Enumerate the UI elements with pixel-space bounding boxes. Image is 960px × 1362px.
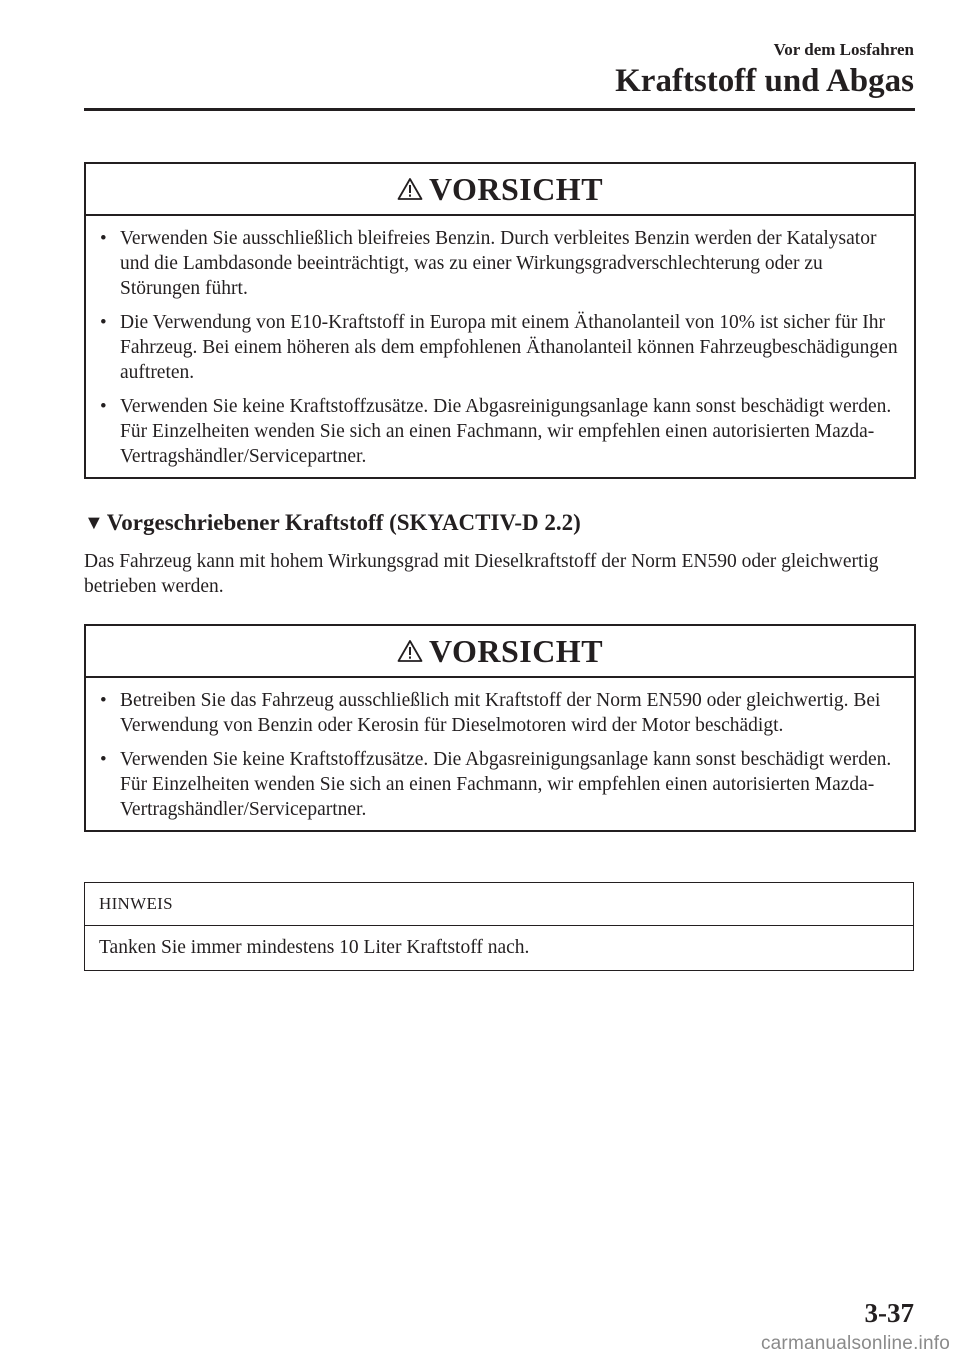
- caution-text: Verwenden Sie keine Kraftstoffzusätze. Die Abgasreinigungsanlage kann sonst beschädigt werden. Für Einzelheiten wenden Sie sich an einen Fachmann, wir empfehlen einen autorisierten Mazda-Vertragshändler/Servicepartner.: [120, 396, 892, 467]
- list-item: [100, 310, 900, 385]
- note-box: [84, 882, 914, 971]
- caution-box-1: [84, 162, 916, 479]
- bullet-icon: •: [100, 228, 107, 249]
- caution-body: [86, 216, 914, 477]
- chapter-title: Vor dem Losfahren: [773, 40, 914, 59]
- section-heading: [84, 508, 581, 538]
- triangle-marker-icon: ▼: [84, 512, 104, 534]
- bullet-icon: •: [100, 312, 107, 333]
- caution-header: [86, 626, 914, 678]
- bullet-icon: •: [100, 396, 107, 417]
- list-item: [100, 747, 900, 822]
- watermark: carmanualsonline.info: [760, 1333, 950, 1354]
- header-divider: [84, 108, 915, 111]
- section-title: Kraftstoff und Abgas: [615, 63, 914, 99]
- list-item: [100, 226, 900, 301]
- list-item: [100, 394, 900, 469]
- note-text: Tanken Sie immer mindestens 10 Liter Kraftstoff nach.: [99, 937, 530, 958]
- caution-header: [86, 164, 914, 216]
- note-title: HINWEIS: [85, 883, 913, 926]
- bullet-icon: •: [100, 690, 107, 711]
- caution-text: Die Verwendung von E10-Kraftstoff in Europa mit einem Äthanolanteil von 10% ist sicher für Ihr Fahrzeug. Bei einem höheren als dem empfohlenen Äthanolanteil können Fahrzeugbeschädigungen auftreten.: [120, 312, 898, 383]
- caution-title: VORSICHT: [428, 170, 604, 207]
- body-paragraph: Das Fahrzeug kann mit hohem Wirkungsgrad mit Dieselkraftstoff der Norm EN590 oder gleichwertig betrieben werden.: [84, 551, 879, 597]
- caution-text: Betreiben Sie das Fahrzeug ausschließlich mit Kraftstoff der Norm EN590 oder gleichwertig. Bei Verwendung von Benzin oder Kerosin für Dieselmotoren wird der Motor beschädigt.: [120, 690, 881, 736]
- section-heading-text: Vorgeschriebener Kraftstoff (SKYACTIV-D 2.2): [106, 510, 581, 535]
- warning-triangle-icon: [397, 639, 423, 663]
- caution-title: VORSICHT: [428, 632, 604, 669]
- caution-box-2: [84, 624, 916, 832]
- warning-triangle-icon: [397, 177, 423, 201]
- page-number: 3-37: [864, 1298, 914, 1328]
- caution-text: Verwenden Sie ausschließlich bleifreies Benzin. Durch verbleites Benzin werden der Katalysator und die Lambdasonde beeinträchtigt, was zu einer Wirkungsgradverschlechterung oder zu Störungen führt.: [120, 228, 877, 299]
- page-header: [615, 40, 914, 100]
- bullet-icon: •: [100, 749, 107, 770]
- caution-body: [86, 678, 914, 830]
- list-item: [100, 688, 900, 738]
- caution-text: Verwenden Sie keine Kraftstoffzusätze. Die Abgasreinigungsanlage kann sonst beschädigt werden. Für Einzelheiten wenden Sie sich an einen Fachmann, wir empfehlen einen autorisierten Mazda-Vertragshändler/Servicepartner.: [120, 749, 892, 820]
